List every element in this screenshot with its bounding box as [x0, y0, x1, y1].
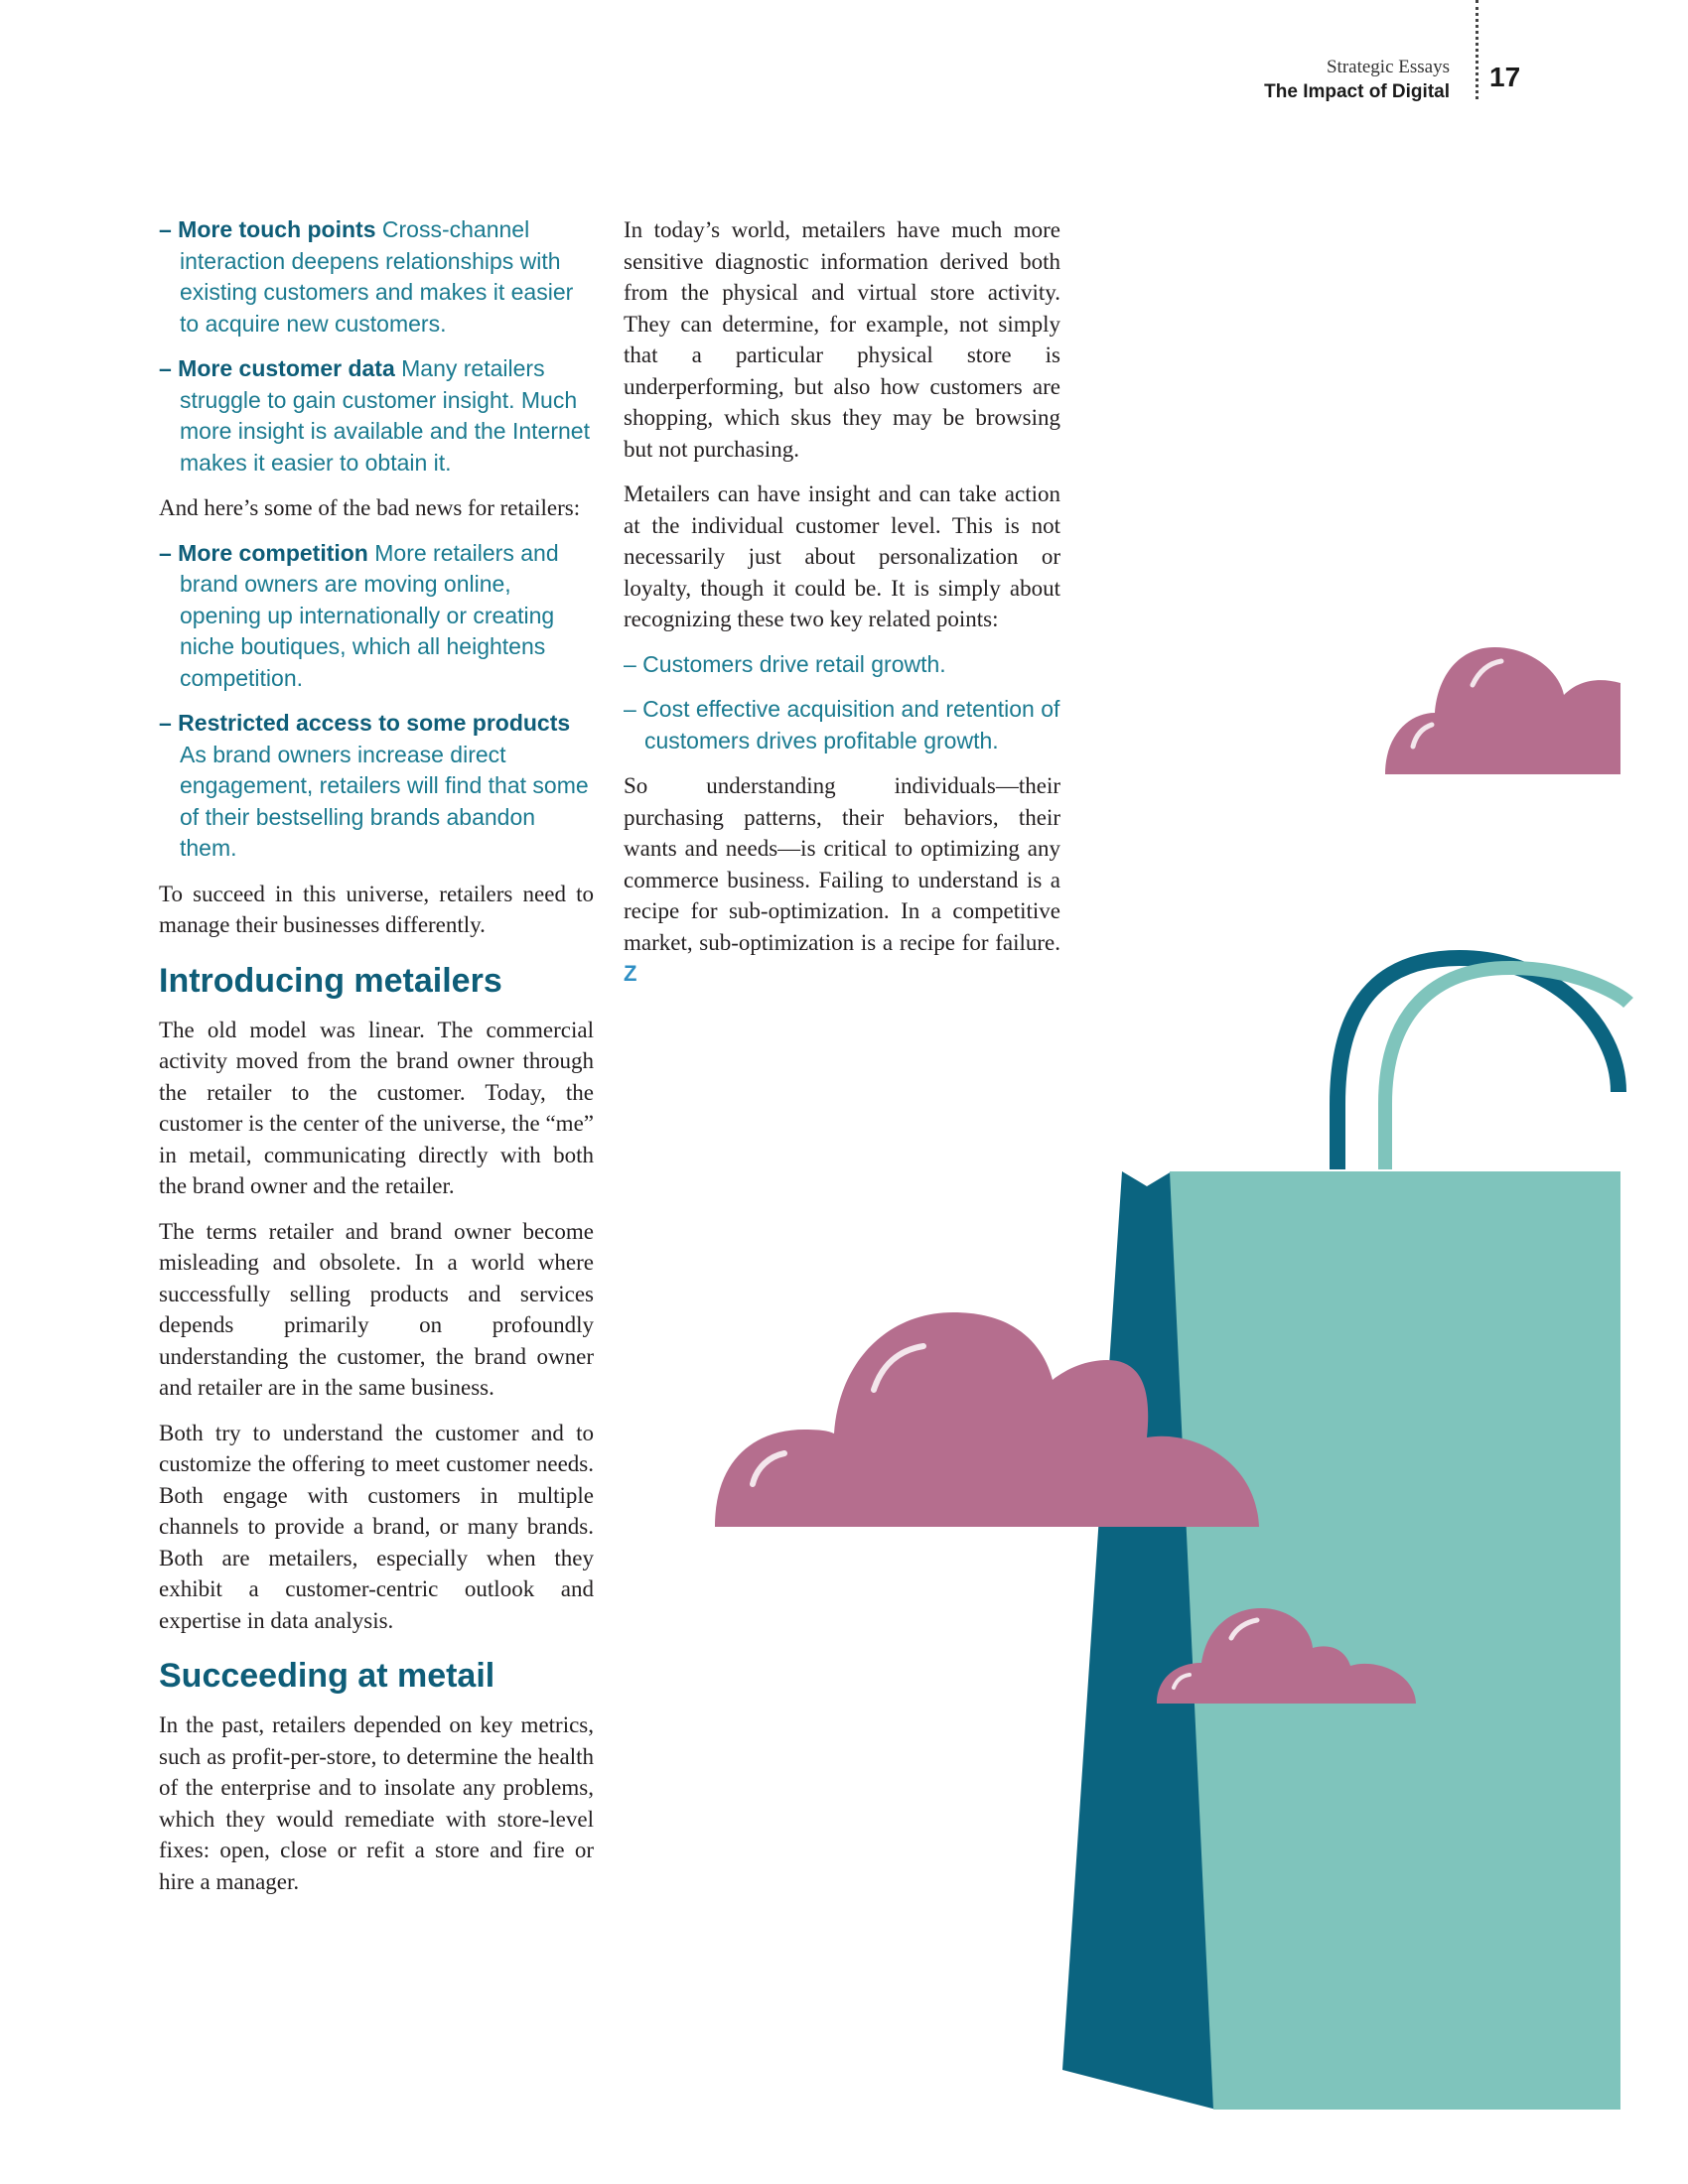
header-divider [1476, 0, 1478, 99]
cloud-small [1157, 1608, 1416, 1704]
bullet-text: More retailers and brand owners are moving online, opening up internationally or creating niche boutiques, which all heightens competition. [180, 539, 559, 691]
page-number: 17 [1489, 62, 1521, 92]
bullet-restricted-access [159, 708, 594, 865]
bag-handle-light [1385, 968, 1628, 1169]
heading-succeeding-at-metail: Succeeding at metail [159, 1657, 495, 1695]
bullet-customer-data [159, 353, 594, 478]
bullet-text: Many retailers struggle to gain customer insight. Much more insight is available and the Internet makes it easier to obtain it. [180, 355, 590, 476]
bag-front [1170, 1171, 1620, 2110]
left-column [159, 214, 594, 1911]
body-paragraph: The old model was linear. The commercial activity moved from the brand owner through the retailer to the customer. Today, the customer is the center of the universe, the “me” in metail, communicating directly with both the brand owner and the retailer. [159, 1017, 594, 1198]
middle-column [624, 214, 1060, 1004]
conclusion-paragraph: To succeed in this universe, retailers need to manage their businesses differently. [159, 881, 594, 937]
body-paragraph: The terms retailer and brand owner become misleading and obsolete. In a world where successfully selling products and services depends primarily on profoundly understanding the customer, the brand owner and retailer are in the same business. [159, 1218, 594, 1400]
closing-text: So understanding individuals—their purchasing patterns, their behaviors, their wants and needs—is critical to optimizing any commerce business. Failing to understand is a recipe for sub-optimization. In a competitive market, sub-optimization is a recipe for failure. [624, 773, 1060, 955]
bullet-text: Cross-channel interaction deepens relationships with existing customers and makes it easier to acquire new customers. [180, 216, 574, 337]
body-paragraph: Both try to understand the customer and to customize the offering to meet customer needs. Both engage with customers in multiple channels to provide a brand, or many brands. Both are metailers, especially when they exhibit a customer-centric outlook and expertise in data analysis. [159, 1420, 594, 1633]
heading-introducing-metailers: Introducing metailers [159, 961, 502, 1000]
bullet-lead: – Restricted access to some products [159, 710, 571, 736]
bag-handle-dark [1337, 958, 1618, 1169]
bullet-touch-points [159, 214, 594, 340]
bullet-lead: – More touch points [159, 216, 376, 242]
closing-paragraph [624, 770, 1060, 990]
key-point: – Customers drive retail growth. [624, 650, 946, 677]
bullet-lead: – More competition [159, 539, 368, 566]
body-paragraph: In the past, retailers depended on key metrics, such as profit-per-store, to determine the health of the enterprise and to insolate any problems, which they would remediate with store-level fixes: open, close or refit a store and fire or hire a manager. [159, 1712, 594, 1894]
bag-side [1062, 1171, 1216, 2110]
end-mark-icon: Z [624, 961, 637, 986]
bullet-text: As brand owners increase direct engagement, retailers will find that some of their bestselling brands abandon them. [180, 741, 589, 861]
bullet-lead: – More customer data [159, 355, 395, 381]
body-paragraph: Metailers can have insight and can take action at the individual customer level. This is not necessarily just about personalization or loyalty, though it could be. It is simply about recognizing these two key related points: [624, 481, 1060, 631]
header-section: Strategic Essays [1326, 57, 1450, 77]
cloud-top-right [1385, 647, 1620, 774]
bad-news-intro: And here’s some of the bad news for retailers: [159, 495, 581, 520]
header-title: The Impact of Digital [1264, 81, 1450, 102]
body-paragraph: In today’s world, metailers have much more sensitive diagnostic information derived both from the physical and virtual store activity. They can determine, for example, not simply that a particular physical store is underperforming, but also how customers are shopping, which skus they may be browsing but not purchasing. [624, 217, 1060, 462]
bullet-competition [159, 538, 594, 695]
running-header [1264, 56, 1450, 105]
key-point: – Cost effective acquisition and retention of customers drives profitable growth. [624, 696, 1060, 753]
cloud-large [715, 1312, 1259, 1527]
